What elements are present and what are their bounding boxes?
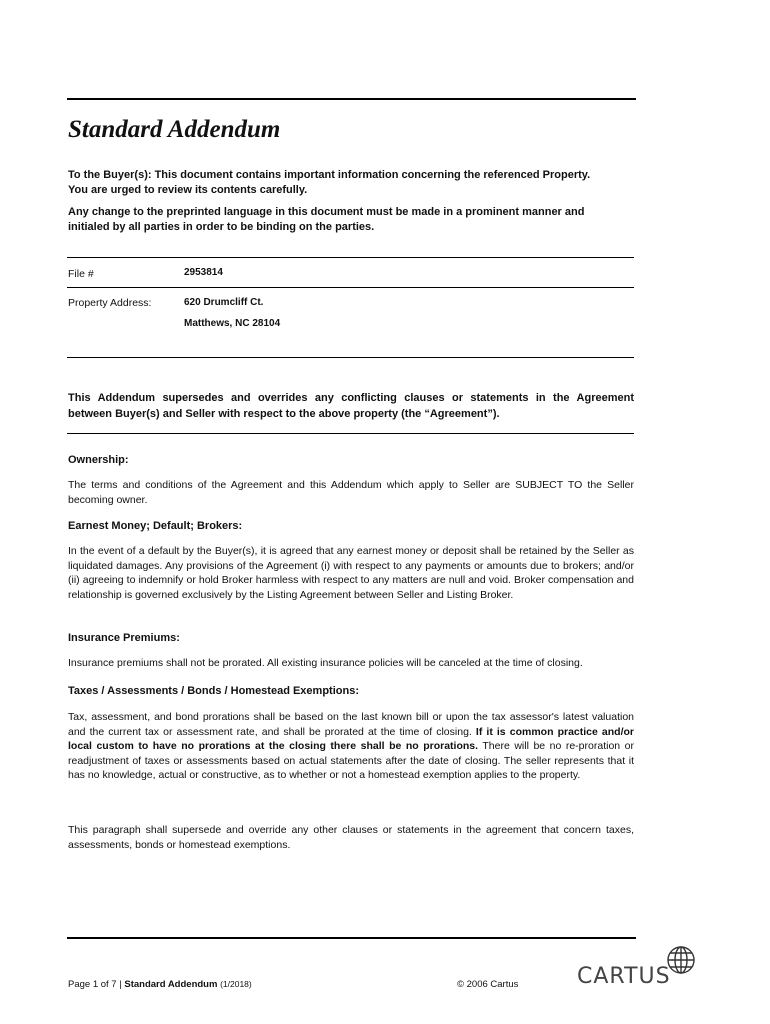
- footer-doc-name: Standard Addendum: [124, 979, 218, 990]
- insurance-heading: Insurance Premiums:: [68, 632, 180, 644]
- document-title: Standard Addendum: [68, 116, 281, 143]
- page-number: Page 1 of 7: [68, 979, 117, 990]
- taxes-text-emphasis: If it is common practice and/or local custom to have no prorations at the closing there shall be no prorations.: [68, 725, 635, 753]
- table-top-rule: [67, 257, 634, 258]
- property-address-line-2: Matthews, NC 28104: [184, 318, 281, 329]
- intro-line-3: Any change to the preprinted language in this document must be made in a prominent manner and: [68, 206, 585, 218]
- property-address-line-1: 620 Drumcliff Ct.: [184, 297, 264, 308]
- table-mid-rule: [67, 287, 634, 288]
- footer-version: (1/2018): [220, 979, 252, 989]
- footer-left: [68, 979, 252, 990]
- ownership-text: The terms and conditions of the Agreement and this Addendum which apply to Seller are SUBJECT TO the Seller becoming owner.: [68, 479, 634, 506]
- ownership-heading: Ownership:: [68, 454, 129, 466]
- taxes-text: [68, 710, 634, 783]
- supersedes-statement: [68, 390, 634, 406]
- insurance-text: Insurance premiums shall not be prorated. All existing insurance policies will be canceled at the time of closing.: [68, 657, 583, 669]
- table-bottom-rule: [67, 357, 634, 358]
- closing-paragraph: This paragraph shall supersede and override any other clauses or statements in the agreement that concern taxes, assessments, bonds or homestead exemptions.: [68, 824, 634, 851]
- earnest-money-text: In the event of a default by the Buyer(s), it is agreed that any earnest money or deposit shall be retained by the Seller as liquidated damages. Any provisions of the Agreement (i) with respect to any payments or amounts due to brokers; and/or (ii) agreeing to indemnify or hold Broker harmless with respect to any matters are null and void. Broker compensation and relationship is governed exclusively by the Listing Agreement between Seller and Listing Broker.: [68, 545, 634, 601]
- footer-copyright: © 2006 Cartus: [457, 979, 519, 990]
- supersedes-line-2: between Buyer(s) and Seller with respect to the above property (the “Agreement”).: [68, 408, 500, 420]
- intro-change-notice: [68, 205, 638, 235]
- footer-rule: [67, 937, 636, 939]
- earnest-money-heading: Earnest Money; Default; Brokers:: [68, 520, 243, 532]
- intro-line-4: initialed by all parties in order to be binding on the parties.: [68, 221, 375, 233]
- taxes-text-part-1: Tax, assessment, and bond prorations shall be based on the last known bill or upon the tax assessor's latest valuation and the current tax or assessment rate, and shall be prorated at the time of closing.: [68, 711, 634, 738]
- file-number-value: 2953814: [184, 267, 223, 278]
- taxes-text-part-2: There will be no re-proration or readjustment of taxes or assessments based on actual statements after the date of closing. The seller represents that it has no knowledge, actual or constructive, as to whether or not a homestead exemption applies to the property.: [68, 740, 634, 782]
- file-number-label: File #: [68, 268, 94, 280]
- intro-line-1: To the Buyer(s): This document contains important information concerning the referenced Property.: [68, 169, 591, 181]
- intro-notice: [68, 168, 638, 198]
- property-address-label: Property Address:: [68, 297, 152, 309]
- footer-separator: |: [119, 979, 122, 990]
- intro-line-2: You are urged to review its contents carefully.: [68, 184, 308, 196]
- taxes-heading: Taxes / Assessments / Bonds / Homestead Exemptions:: [68, 685, 359, 697]
- top-rule: [67, 98, 636, 100]
- supersedes-line-1: This Addendum supersedes and overrides any conflicting clauses or statements in the Agreement: [68, 392, 634, 404]
- cartus-logo: [577, 944, 702, 992]
- supersedes-statement-end: [68, 406, 638, 422]
- cartus-logo-text: CARTUS: [577, 964, 671, 989]
- supersedes-rule: [67, 433, 634, 434]
